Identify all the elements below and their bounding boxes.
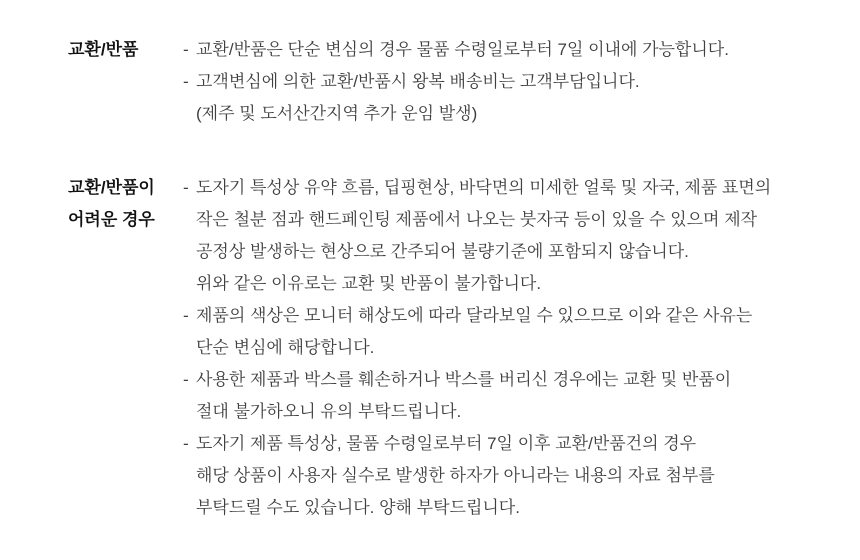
policy-text-line bbox=[183, 492, 860, 524]
policy-text-line bbox=[183, 460, 860, 492]
line-text: 절대 불가하오니 유의 부탁드립니다. bbox=[196, 402, 462, 421]
policy-text-line bbox=[183, 98, 860, 130]
line-text: 공정상 발생하는 현상으로 간주되어 불량기준에 포함되지 않습니다. bbox=[196, 242, 689, 261]
section-label-line: 어려운 경우 bbox=[68, 210, 155, 229]
bullet-dash: - bbox=[183, 434, 189, 453]
policy-text-line bbox=[183, 300, 860, 332]
line-text: 교환/반품은 단순 변심의 경우 물품 수령일로부터 7일 이내에 가능합니다. bbox=[196, 40, 729, 59]
section-label-line: 교환/반품 bbox=[68, 40, 139, 59]
bullet-dash: - bbox=[183, 178, 189, 197]
line-text: 작은 철분 점과 핸드페인팅 제품에서 나오는 붓자국 등이 있을 수 있으며 제작 bbox=[196, 210, 758, 229]
section-label bbox=[68, 172, 183, 236]
policy-text-line bbox=[183, 428, 860, 460]
line-text: (제주 및 도서산간지역 추가 운임 발생) bbox=[196, 104, 478, 123]
bullet-dash: - bbox=[183, 306, 189, 325]
section-label bbox=[68, 34, 183, 66]
line-text: 도자기 제품 특성상, 물품 수령일로부터 7일 이후 교환/반품건의 경우 bbox=[196, 434, 697, 453]
line-text: 제품의 색상은 모니터 해상도에 따라 달라보일 수 있으므로 이와 같은 사유는 bbox=[196, 306, 753, 325]
line-text: 부탁드릴 수도 있습니다. 양해 부탁드립니다. bbox=[196, 498, 520, 517]
line-text: 단순 변심에 해당합니다. bbox=[196, 338, 375, 357]
policy-text-line bbox=[183, 396, 860, 428]
policy-text-line bbox=[183, 172, 860, 204]
policy-text-line bbox=[183, 364, 860, 396]
policy-text-line bbox=[183, 236, 860, 268]
policy-text-line bbox=[183, 204, 860, 236]
policy-text-line bbox=[183, 332, 860, 364]
line-text: 사용한 제품과 박스를 훼손하거나 박스를 버리신 경우에는 교환 및 반품이 bbox=[196, 370, 732, 389]
policy-text-line bbox=[183, 34, 860, 66]
line-text: 해당 상품이 사용자 실수로 발생한 하자가 아니라는 내용의 자료 첨부를 bbox=[196, 466, 715, 485]
line-text: 고객변심에 의한 교환/반품시 왕복 배송비는 고객부담입니다. bbox=[196, 72, 640, 91]
section-label-line: 교환/반품이 bbox=[68, 178, 155, 197]
section-content bbox=[183, 34, 860, 130]
bullet-dash: - bbox=[183, 370, 189, 389]
bullet-dash: - bbox=[183, 72, 189, 91]
policy-text-line bbox=[183, 268, 860, 300]
policy-text-line bbox=[183, 66, 860, 98]
line-text: 도자기 특성상 유약 흐름, 딥핑현상, 바닥면의 미세한 얼룩 및 자국, 제품 표면의 bbox=[196, 178, 772, 197]
bullet-dash: - bbox=[183, 40, 189, 59]
policy-section bbox=[0, 34, 860, 130]
line-text: 위와 같은 이유로는 교환 및 반품이 불가합니다. bbox=[196, 274, 542, 293]
policy-section bbox=[0, 172, 860, 524]
section-content bbox=[183, 172, 860, 524]
